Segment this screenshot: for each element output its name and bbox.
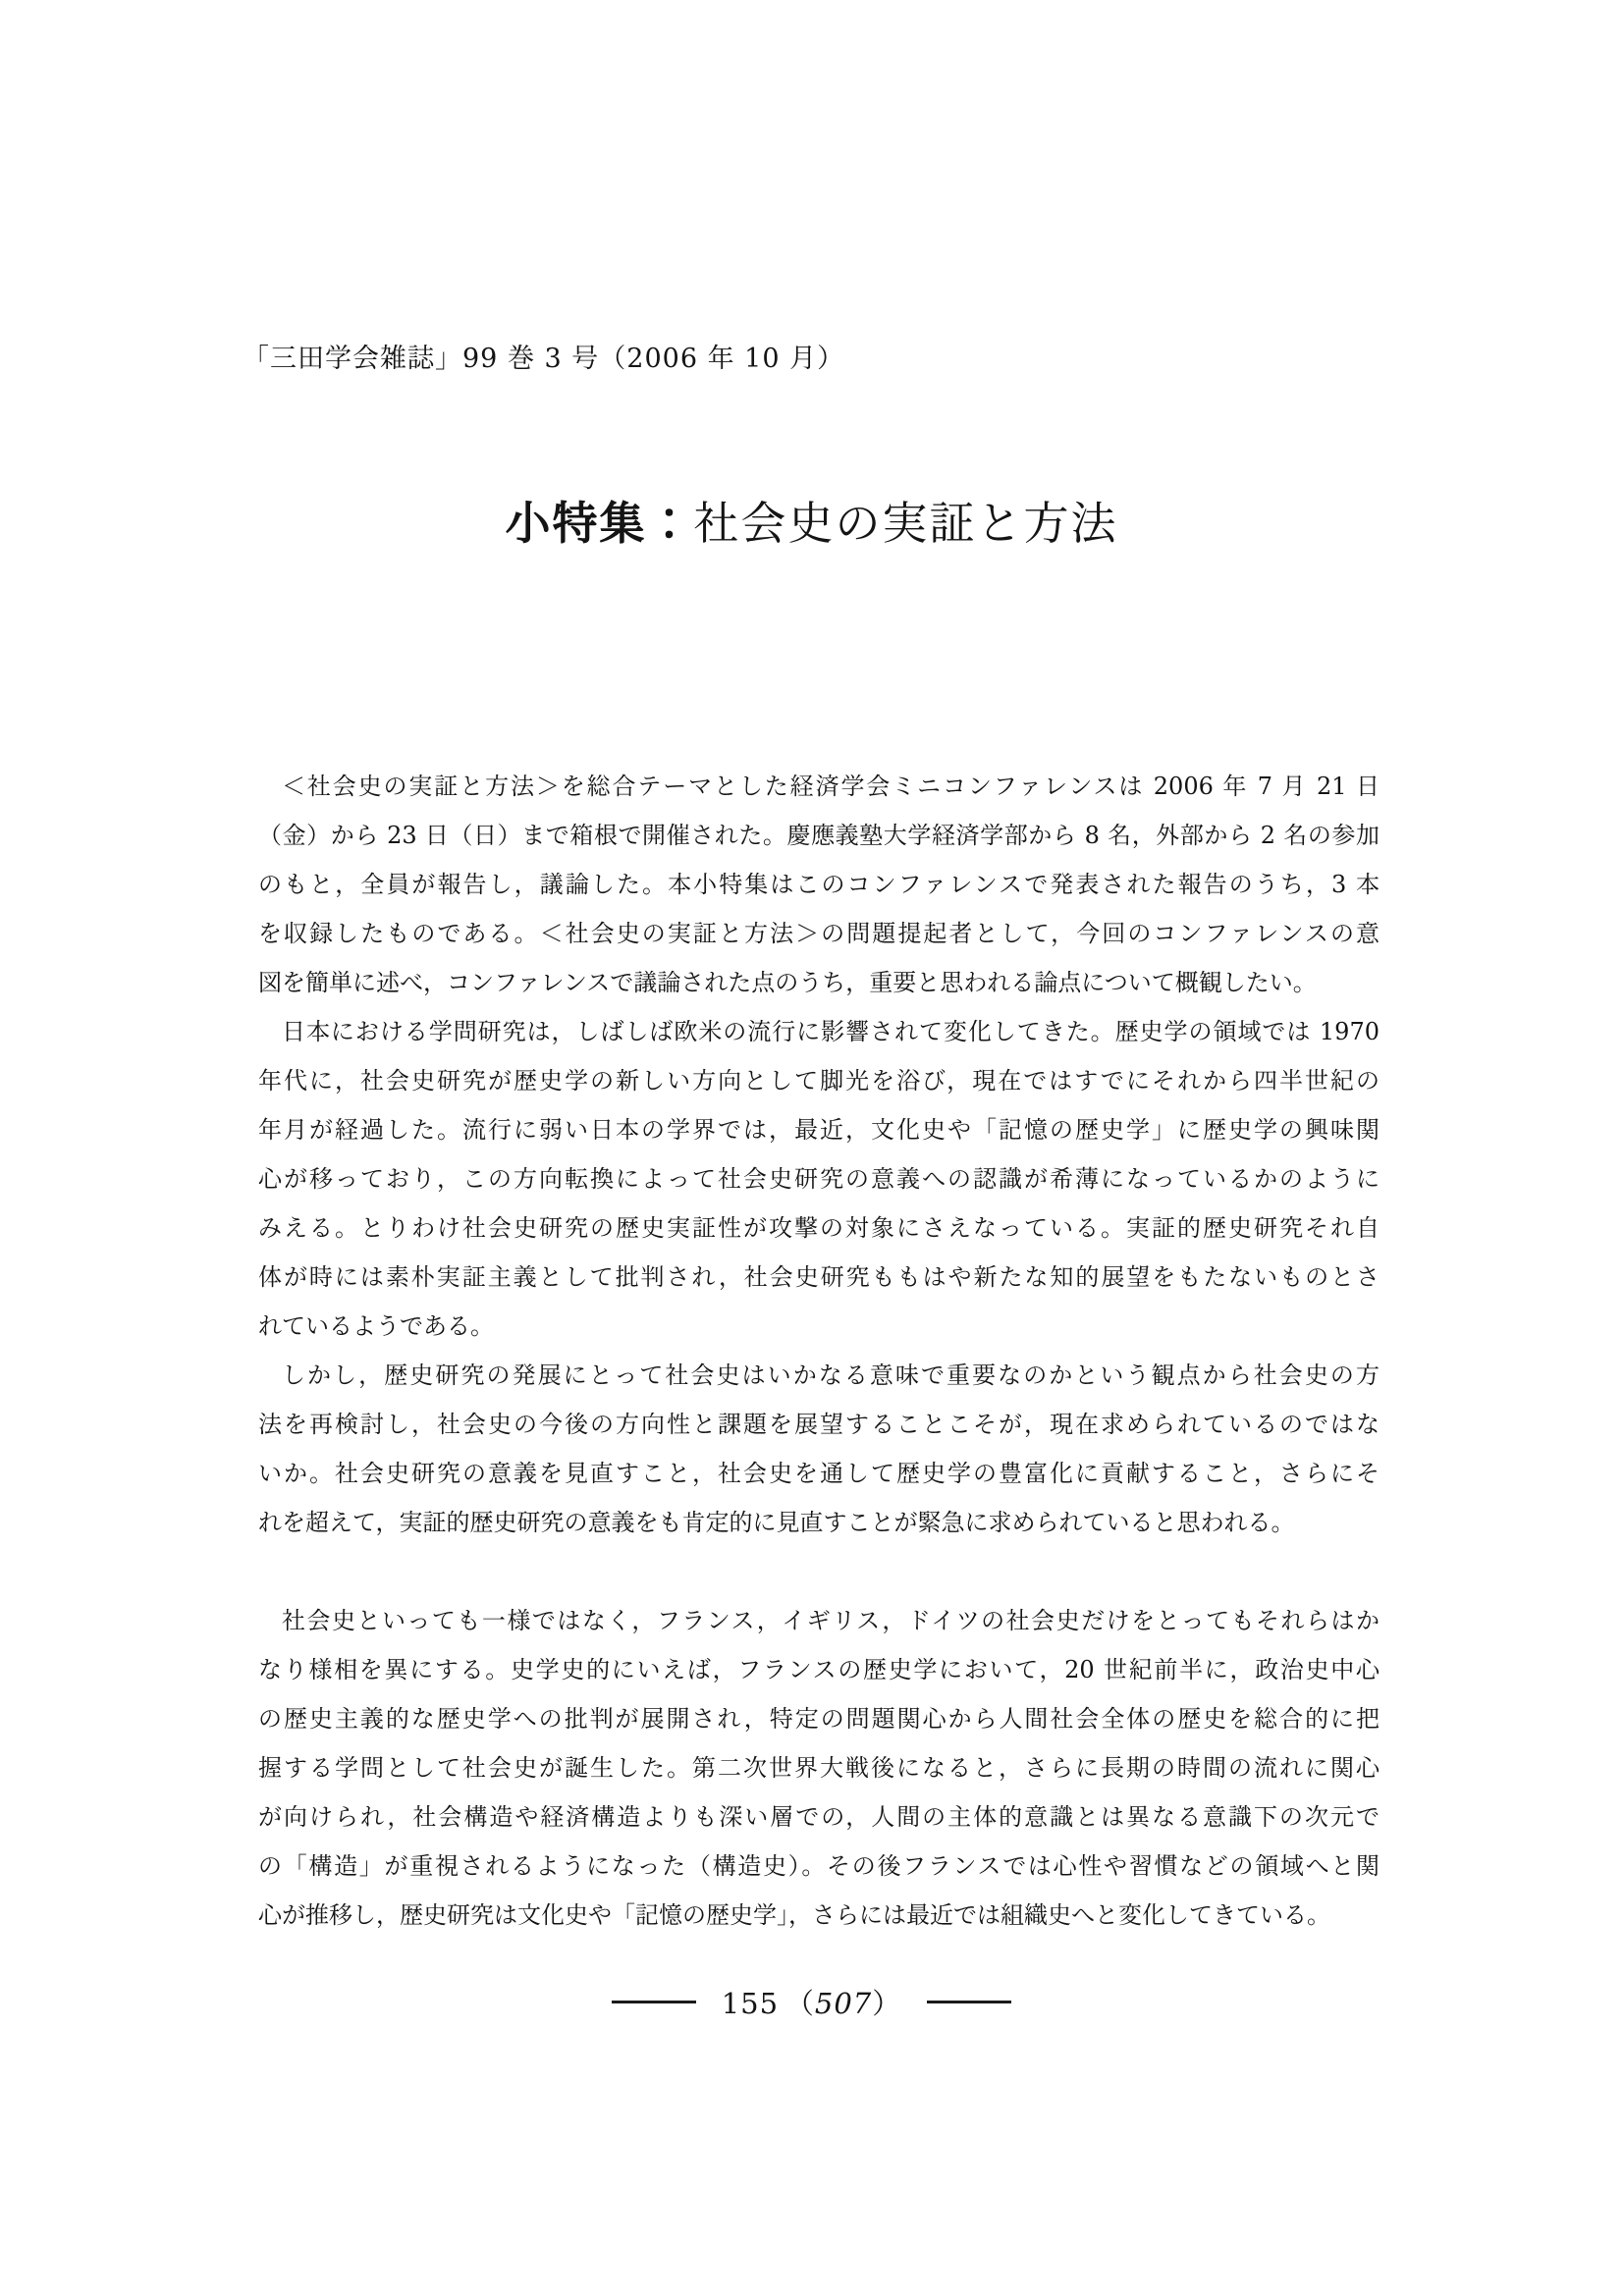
body-paragraph	[258, 762, 1380, 1007]
text-line: （金）から 23 日（日）まで箱根で開催された。慶應義塾大学経済学部から 8 名，外部から 2 名の参加	[258, 822, 1380, 849]
body-paragraph	[258, 1351, 1380, 1547]
footer-rule-right	[927, 2001, 1011, 2003]
text-line: 握する学問として社会史が誕生した。第二次世界大戦後になると，さらに長期の時間の流れに関心	[258, 1754, 1380, 1782]
title-prefix: 小特集	[505, 497, 647, 550]
text-line: 心が推移し，歴史研究は文化史や「記憶の歴史学」，さらには最近では組織史へと変化してきている。	[258, 1901, 1330, 1929]
text-line: ＜社会史の実証と方法＞を総合テーマとした経済学会ミニコンファレンスは 2006 年 7 月 21 日	[282, 773, 1380, 800]
text-line: れているようである。	[258, 1312, 494, 1340]
page-number-paren-open: （	[784, 1986, 815, 2020]
title-separator: ：	[646, 497, 694, 550]
text-line: 日本における学問研究は，しばしば欧米の流行に影響されて変化してきた。歴史学の領域では 1970	[282, 1018, 1380, 1045]
text-line: 法を再検討し，社会史の今後の方向性と課題を展望することこそが，現在求められているのではな	[258, 1411, 1380, 1438]
footer-rule-left	[612, 2001, 696, 2003]
text-line: の歴史主義的な歴史学への批判が展開され，特定の問題関心から人間社会全体の歴史を総合的に把	[258, 1705, 1380, 1733]
text-line: の「構造」が重視されるようになった（構造史）。その後フランスでは心性や習慣などの領域へと関	[258, 1852, 1380, 1880]
text-line: れを超えて，実証的歴史研究の意義をも肯定的に見直すことが緊急に求められていると思われる。	[258, 1509, 1295, 1536]
text-line: いか。社会史研究の意義を見直すこと，社会史を通して歴史学の豊富化に貢献すること，さらにそ	[258, 1460, 1380, 1487]
text-line: のもと，全員が報告し，議論した。本小特集はこのコンファレンスで発表された報告のうち，3 本	[258, 871, 1380, 898]
body-paragraph	[258, 1007, 1380, 1351]
page-title	[0, 491, 1623, 556]
text-line: 年代に，社会史研究が歴史学の新しい方向として脚光を浴び，現在ではすでにそれから四半世紀の	[258, 1067, 1380, 1095]
paragraph-spacer	[258, 1547, 1380, 1596]
body-paragraph	[258, 1596, 1380, 1940]
article-body	[258, 762, 1380, 1940]
text-line: 心が移っており，この方向転換によって社会史研究の意義への認識が希薄になっているかのように	[258, 1165, 1380, 1193]
page-footer	[0, 1977, 1623, 2026]
text-line: しかし，歴史研究の発展にとって社会史はいかなる意味で重要なのかという観点から社会史の方	[282, 1362, 1380, 1389]
text-line: 体が時には素朴実証主義として批判され，社会史研究ももはや新たな知的展望をもたないものとさ	[258, 1263, 1380, 1291]
text-line: みえる。とりわけ社会史研究の歴史実証性が攻撃の対象にさえなっている。実証的歴史研究それ自	[258, 1214, 1380, 1242]
text-line: 社会史といっても一様ではなく，フランス，イギリス，ドイツの社会史だけをとってもそれらはか	[282, 1607, 1380, 1634]
text-line: が向けられ，社会構造や経済構造よりも深い層での，人間の主体的意識とは異なる意識下の次元で	[258, 1803, 1380, 1831]
page-number: 155	[721, 1986, 780, 2020]
page-number-paren-close: ）	[872, 1986, 902, 2020]
title-main: 社会史の実証と方法	[693, 497, 1118, 550]
text-line: なり様相を異にする。史学史的にいえば，フランスの歴史学において，20 世紀前半に，政治史中心	[258, 1656, 1380, 1683]
page-number-alt: 507	[814, 1986, 873, 2020]
text-line: を収録したものである。＜社会史の実証と方法＞の問題提起者として，今回のコンファレンスの意	[258, 920, 1380, 947]
text-line: 年月が経過した。流行に弱い日本の学界では，最近，文化史や「記憶の歴史学」に歴史学の興味関	[258, 1116, 1380, 1144]
text-line: 図を簡単に述べ，コンファレンスで議論された点のうち，重要と思われる論点について概観したい。	[258, 969, 1317, 996]
journal-header: 「三田学会雑誌」99 巻 3 号（2006 年 10 月）	[243, 344, 845, 374]
page-number-group	[722, 1982, 902, 2022]
